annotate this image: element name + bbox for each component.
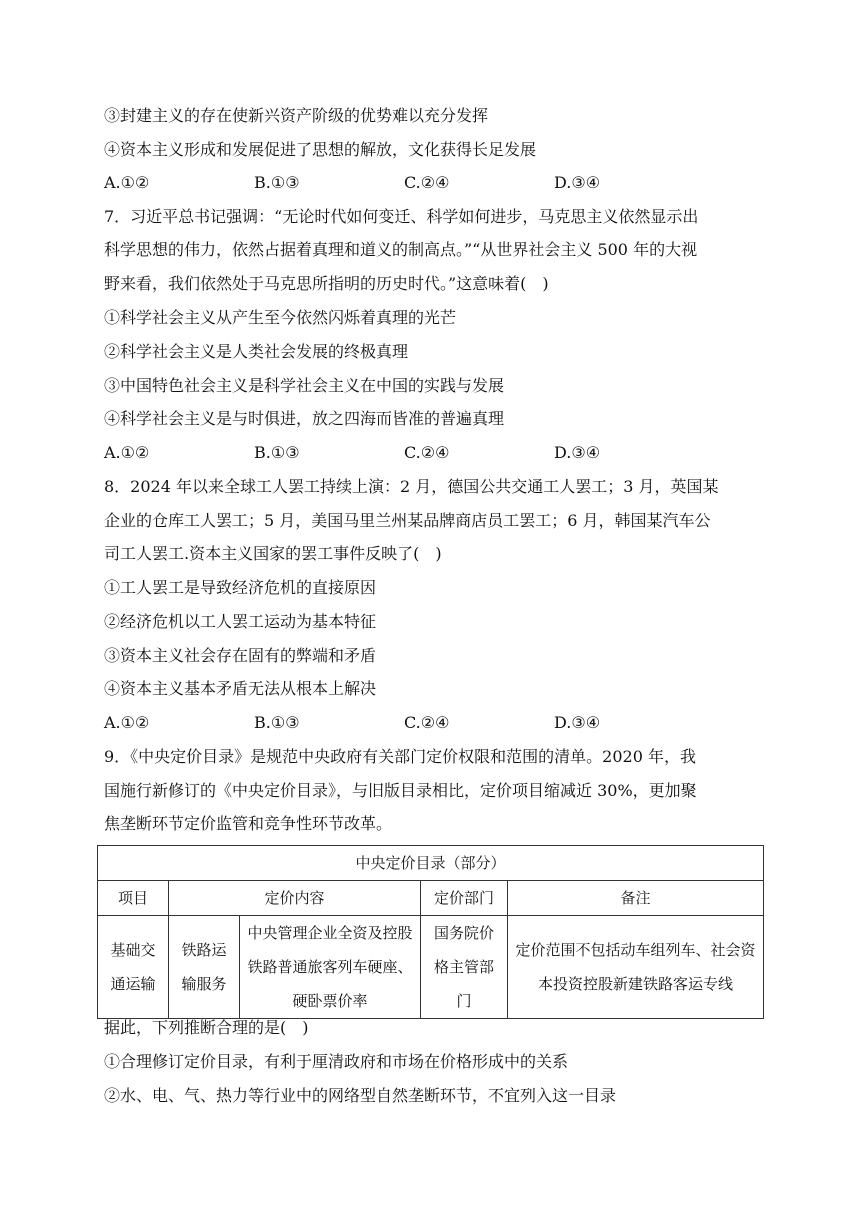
- question-8-line-2: 企业的仓库工人罢工；5 月，美国马里兰州某品牌商店员工罢工；6 月，韩国某汽车公: [104, 511, 711, 530]
- question-8-line-1: 8．2024 年以来全球工人罢工持续上演：2 月，德国公共交通工人罢工；3 月，英国某: [104, 477, 719, 496]
- cell-content: 中央管理企业全资及控股铁路普通旅客列车硬座、硬卧票价率: [240, 916, 421, 1019]
- option-line-4: ④资本主义基本矛盾无法从根本上解决: [104, 679, 377, 698]
- answer-option-a[interactable]: A.①②: [104, 173, 150, 192]
- question-8-line-3: 司工人罢工.资本主义国家的罢工事件反映了( ): [104, 544, 442, 563]
- pricing-catalog-table: [97, 845, 764, 1019]
- table-title: 中央定价目录（部分）: [98, 846, 764, 881]
- option-line-2: ②科学社会主义是人类社会发展的终极真理: [104, 342, 409, 361]
- question-7-line-1: 7．习近平总书记强调：“无论时代如何变迁、科学如何进步，马克思主义依然显示出: [104, 207, 699, 226]
- cell-category: 基础交通运输: [98, 916, 169, 1019]
- answer-option-d[interactable]: D.③④: [554, 713, 601, 732]
- answer-option-c[interactable]: C.②④: [404, 443, 450, 462]
- option-line-4: ④科学社会主义是与时俱进，放之四海而皆准的普遍真理: [104, 409, 505, 428]
- option-line-4: ④资本主义形成和发展促进了思想的解放，文化获得长足发展: [104, 140, 537, 159]
- answer-option-b[interactable]: B.①③: [254, 173, 300, 192]
- option-line-1: ①合理修订定价目录，有利于厘清政府和市场在价格形成中的关系: [104, 1052, 569, 1071]
- answer-option-d[interactable]: D.③④: [554, 443, 601, 462]
- answer-option-b[interactable]: B.①③: [254, 443, 300, 462]
- option-line-1: ①科学社会主义从产生至今依然闪烁着真理的光芒: [104, 308, 457, 327]
- answer-option-c[interactable]: C.②④: [404, 173, 450, 192]
- cell-department: 国务院价格主管部门: [421, 916, 508, 1019]
- option-line-3: ③资本主义社会存在固有的弊端和矛盾: [104, 646, 377, 665]
- cell-note: 定价范围不包括动车组列车、社会资本投资控股新建铁路客运专线: [508, 916, 764, 1019]
- question-9-line-3: 焦垄断环节定价监管和竞争性环节改革。: [104, 814, 393, 833]
- question-7-line-3: 野来看，我们依然处于马克思所指明的历史时代。”这意味着( ): [104, 274, 549, 293]
- header-department: 定价部门: [421, 881, 508, 916]
- answer-option-a[interactable]: A.①②: [104, 713, 150, 732]
- answer-option-a[interactable]: A.①②: [104, 443, 150, 462]
- question-7-line-2: 科学思想的伟力，依然占据着真理和道义的制高点。”“从世界社会主义 500 年的大视: [104, 240, 698, 259]
- option-line-1: ①工人罢工是导致经济危机的直接原因: [104, 578, 377, 597]
- question-9-prompt: 据此，下列推断合理的是( ): [104, 1018, 309, 1037]
- option-line-2: ②经济危机以工人罢工运动为基本特征: [104, 612, 377, 631]
- cell-subcategory: 铁路运输服务: [169, 916, 240, 1019]
- header-note: 备注: [508, 881, 764, 916]
- header-item: 项目: [98, 881, 169, 916]
- question-9-line-2: 国施行新修订的《中央定价目录》，与旧版目录相比，定价项目缩减近 30%，更加聚: [104, 781, 697, 800]
- answer-option-d[interactable]: D.③④: [554, 173, 601, 192]
- question-9-line-1: 9．《中央定价目录》是规范中央政府有关部门定价权限和范围的清单。2020 年，我: [104, 747, 696, 766]
- option-line-3: ③中国特色社会主义是科学社会主义在中国的实践与发展: [104, 376, 505, 395]
- option-line-3: ③封建主义的存在使新兴资产阶级的优势难以充分发挥: [104, 106, 489, 125]
- answer-option-b[interactable]: B.①③: [254, 713, 300, 732]
- header-content: 定价内容: [169, 881, 421, 916]
- answer-option-c[interactable]: C.②④: [404, 713, 450, 732]
- option-line-2: ②水、电、气、热力等行业中的网络型自然垄断环节，不宜列入这一目录: [104, 1086, 617, 1105]
